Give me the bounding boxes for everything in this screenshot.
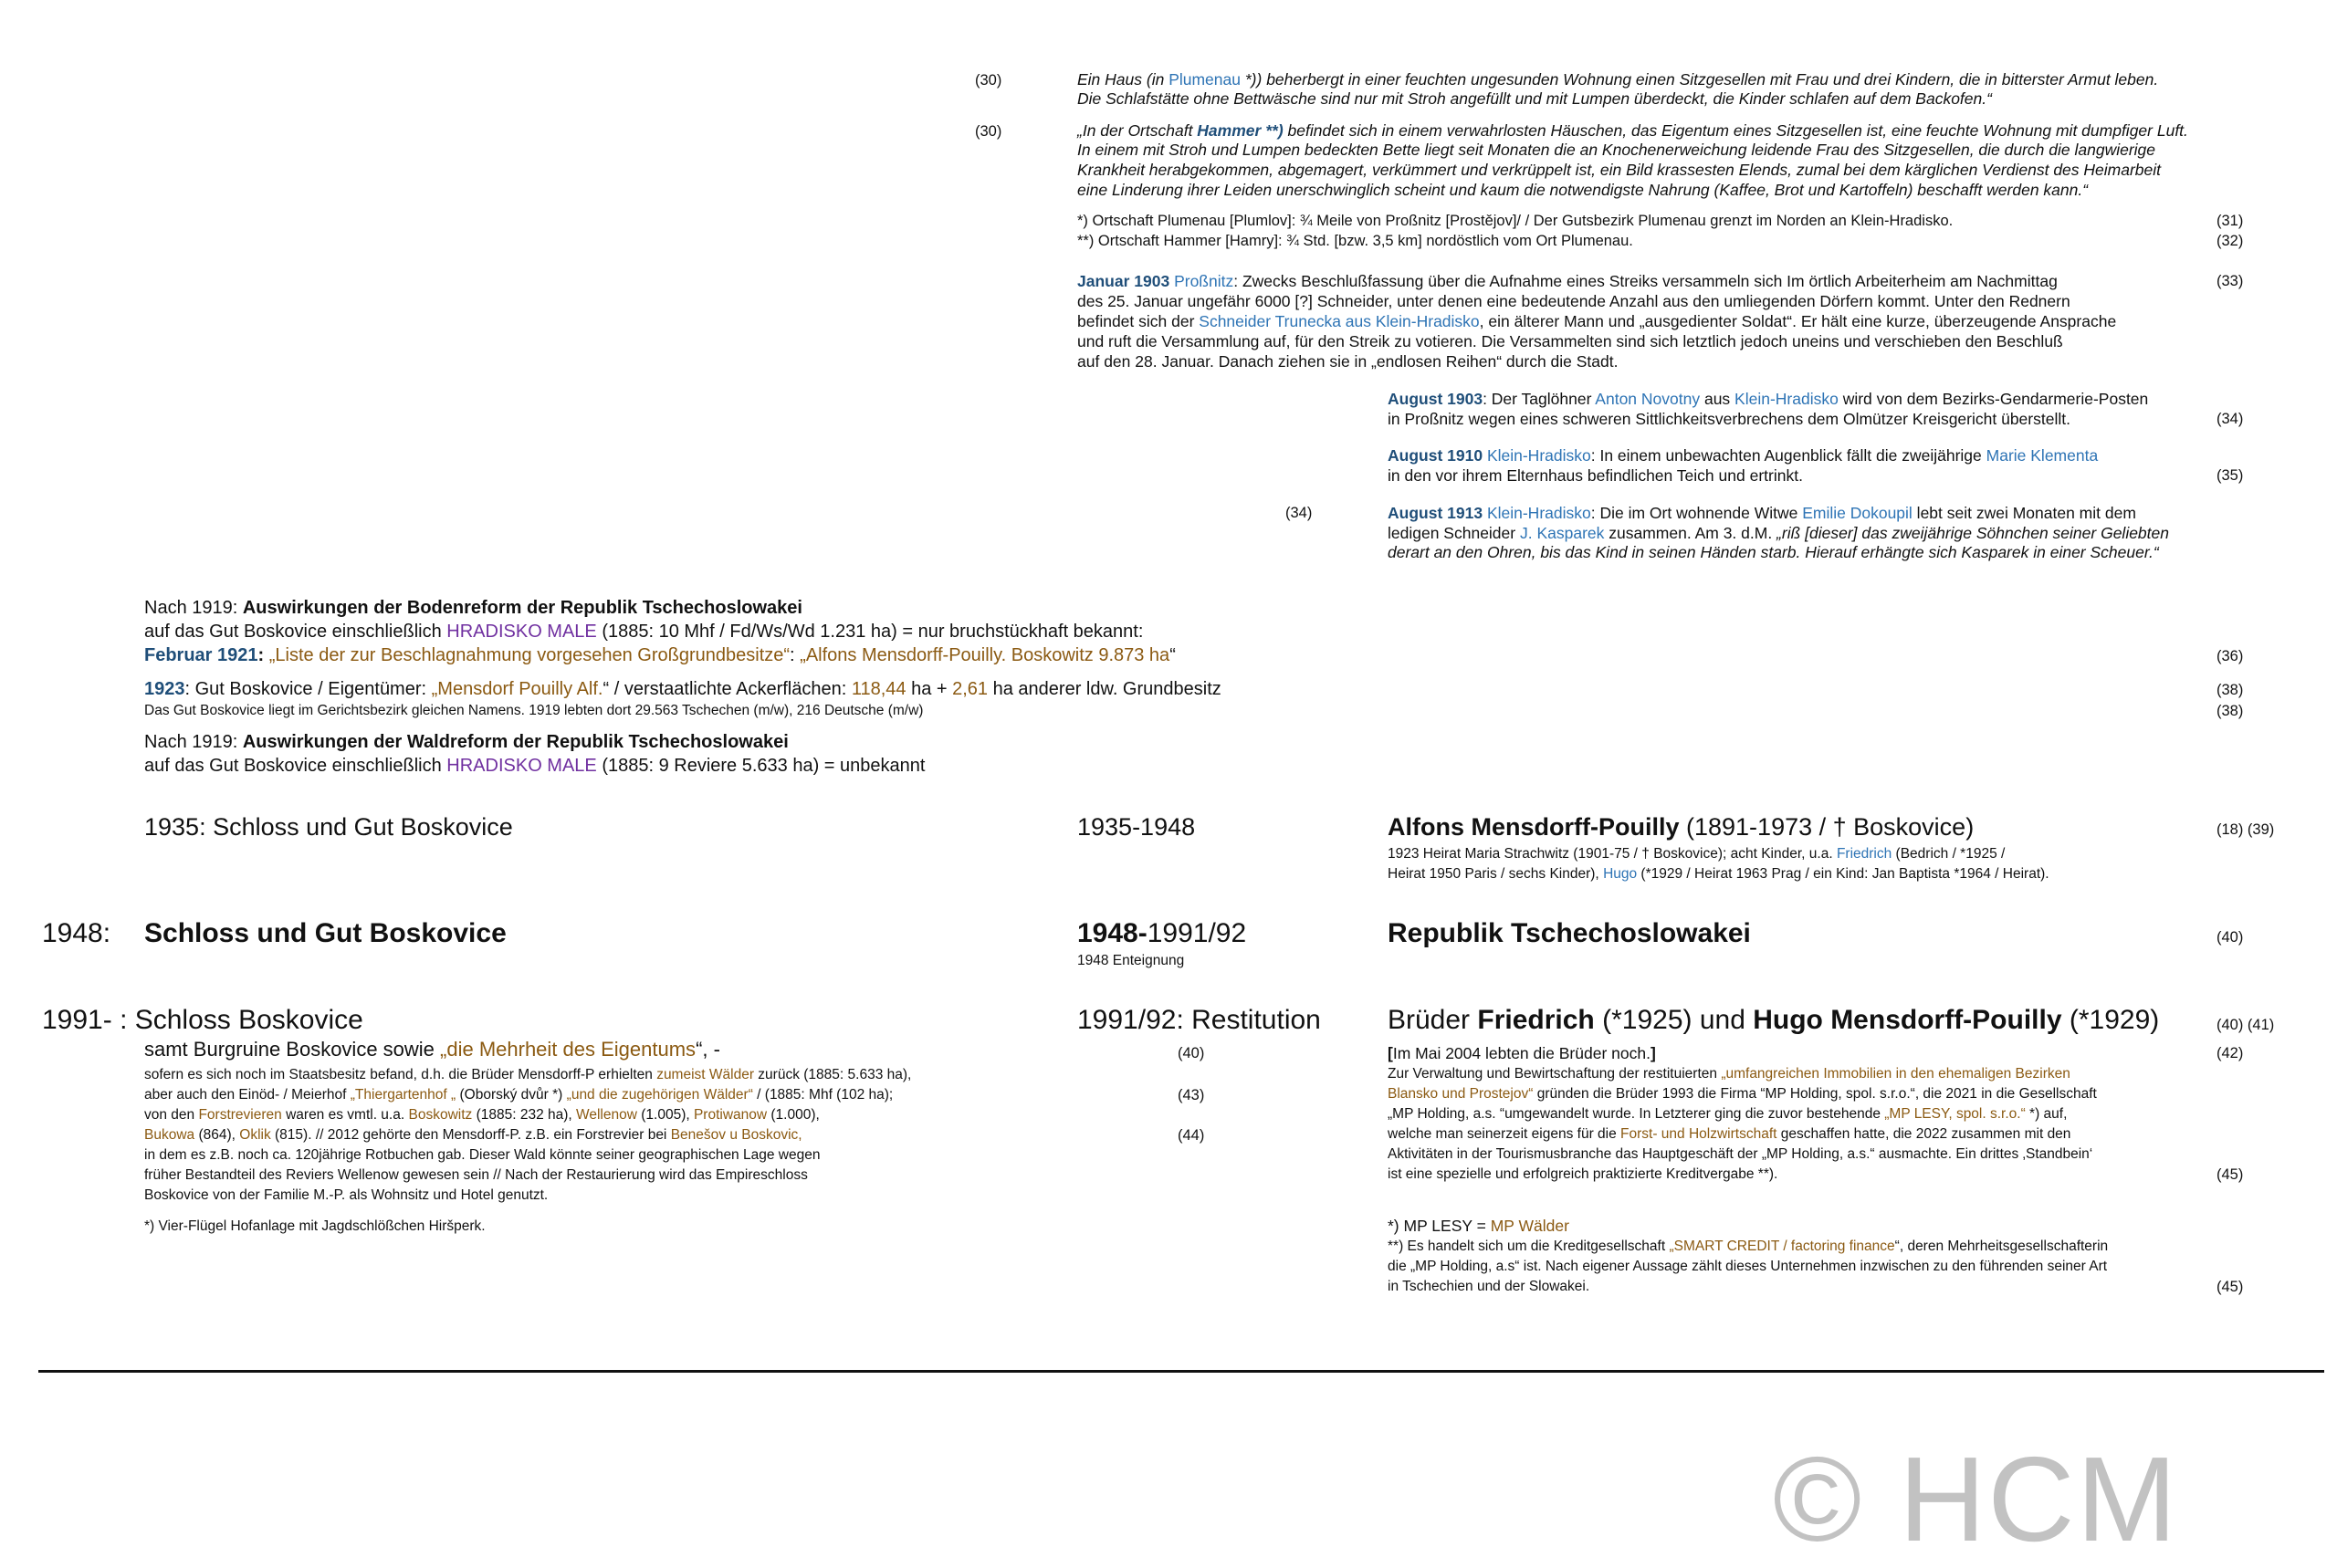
text: von den	[144, 1107, 199, 1123]
quote: „SMART CREDIT / factoring finance	[1669, 1239, 1895, 1254]
ref-43: (43)	[1178, 1087, 1205, 1103]
ref-36: (36)	[2216, 648, 2244, 664]
ref-31: (31)	[2216, 213, 2244, 229]
event-aug-1913-line3: derart an den Ohren, bis das Kind in seinen Händen starb. Hierauf erhängte sich Kasparek in einer Scheuer.“	[1388, 543, 2159, 561]
ref-35: (35)	[2216, 467, 2244, 484]
quote: „Alfons Mensdorff-Pouilly. Boskowitz 9.873 ha	[800, 645, 1170, 665]
text: ledigen Schneider	[1388, 524, 1520, 542]
copyright-watermark: © HCM	[1773, 1432, 2179, 1566]
ref-45-b: (45)	[2216, 1279, 2244, 1295]
row-1991-title: 1991- : Schloss Boskovice	[42, 1005, 363, 1035]
event-place: Proßnitz	[1174, 272, 1234, 290]
text: „MP Holding, a.s. “umgewandelt wurde. In Letzterer ging die zuvor bestehende	[1388, 1106, 1885, 1122]
text: : Gut Boskovice / Eigentümer:	[184, 679, 432, 699]
quote-hammer-line3: Krankheit herabgekommen, abgemagert, verkümmert und verkrüppelt ist, ein Bild krassesten Elends, zumal bei dem kärglichen Verdienst des Heimarbeit	[1077, 161, 2162, 179]
highlight: Forstrevieren	[198, 1107, 282, 1123]
row-1948-year: 1948:	[42, 918, 111, 948]
place: Benešov u Boskovic,	[670, 1127, 802, 1143]
ref-40-a: (40)	[2216, 929, 2244, 946]
row-1935-owner	[1388, 812, 1974, 841]
text: zurück (1885: 5.633 ha),	[754, 1067, 912, 1082]
reform-line-7	[144, 755, 925, 778]
highlight: Forst- und Holzwirtschaft	[1620, 1126, 1777, 1142]
quote: „Mensdorf Pouilly Alf.	[431, 679, 603, 699]
text: Brüder	[1388, 1005, 1478, 1035]
row-1948-owner: Republik Tschechoslowakei	[1388, 918, 1751, 948]
text: : Zwecks Beschlußfassung über die Aufnahme eines Streiks versammeln sich Im örtlich Arbeiterheim am Nachmittag	[1233, 272, 2058, 290]
place-hradisko-male: HRADISKO MALE	[446, 756, 597, 776]
row-1991-left-1	[144, 1065, 911, 1085]
row-1991-right-1	[1388, 1043, 1656, 1063]
row-1991-subline	[144, 1038, 720, 1061]
row-1991-left-4	[144, 1125, 802, 1145]
reform-line-3	[144, 644, 1176, 667]
period-start: 1948-	[1077, 918, 1148, 948]
row-1948-title: Schloss und Gut Boskovice	[144, 918, 507, 948]
value: 118,44	[851, 679, 907, 699]
person-trunecka: Schneider Trunecka aus Klein-Hradisko	[1199, 312, 1480, 330]
text: , ein älterer Mann und „ausgedienter Soldat“. Er hält eine kurze, überzeugende Ansprache	[1479, 312, 2117, 330]
quote-plumenau-line2: Die Schlafstätte ohne Bettwäsche sind nur mit Stroh angefüllt und mit Lumpen überdeckt, die Kinder schlafen auf dem Backofen.“	[1077, 89, 1992, 108]
ref-30-a: (30)	[975, 72, 1002, 89]
event-aug-1910-line1	[1388, 445, 2098, 465]
event-date: August 1913	[1388, 504, 1483, 522]
text: (Bedrich / *1925 /	[1892, 846, 2006, 862]
text: : In einem unbewachten Augenblick fällt die zweijährige	[1590, 446, 1986, 465]
event-jan-1903-line5: auf den 28. Januar. Danach ziehen sie in „endlosen Reihen“ durch die Stadt.	[1077, 352, 1619, 371]
ref-40-41: (40) (41)	[2216, 1017, 2275, 1033]
text: :	[257, 645, 269, 665]
quote-hammer-line1	[1077, 121, 2188, 141]
row-1991-right-3	[1388, 1084, 2097, 1104]
text: [	[1388, 1044, 1393, 1062]
row-1991-right-7: ist eine spezielle und erfolgreich praktizierte Kreditvergabe **).	[1388, 1166, 1778, 1182]
event-jan-1903-line2: des 25. Januar ungefähr 6000 [?] Schneider, unter denen eine bedeutende Anzahl aus den umliegenden Dörfern kommt. Unter den Rednern	[1077, 292, 2070, 310]
quote: „riß [dieser] das zweijährige Söhnchen seiner Geliebten	[1776, 524, 2169, 542]
text: (1.000),	[767, 1107, 820, 1123]
ref-38-b: (38)	[2216, 703, 2244, 719]
ref-18-39: (18) (39)	[2216, 821, 2275, 838]
event-aug-1903-line1	[1388, 389, 2148, 409]
ref-30-b: (30)	[975, 123, 1002, 140]
text: (815). // 2012 gehörte den Mensdorff-P. z.B. ein Forstrevier bei	[270, 1127, 671, 1143]
row-1935-sub-2	[1388, 864, 2049, 884]
row-1991-left-6: früher Bestandteil des Reviers Wellenow gewesen sein // Nach der Restaurierung wird das Empireschloss	[144, 1167, 808, 1183]
text: “, deren Mehrheitsgesellschafterin	[1894, 1239, 2109, 1254]
text: (*1925) und	[1594, 1005, 1754, 1035]
text: (*1929 / Heirat 1963 Prag / ein Kind: Jan Baptista *1964 / Heirat).	[1637, 866, 2049, 882]
text: Nach 1919:	[144, 598, 243, 618]
text: : Die im Ort wohnende Witwe	[1590, 504, 1803, 522]
row-1991-right-4	[1388, 1104, 2067, 1124]
text: 1923 Heirat Maria Strachwitz (1901-75 / † Boskovice); acht Kinder, u.a.	[1388, 846, 1837, 862]
place-klein-hradisko: Klein-Hradisko	[1734, 390, 1839, 408]
text: (1885: 9 Reviere 5.633 ha) = unbekannt	[596, 756, 926, 776]
event-jan-1903-line4: und ruft die Versammlung auf, für den Streik zu votieren. Die Versammelten sind sich letztlich jedoch uneins und verschieben den Beschluß	[1077, 332, 2063, 350]
footnote-plumenau: *) Ortschaft Plumenau [Plumlov]: ¾ Meile von Proßnitz [Prostějov]/ / Der Gutsbezirk Plumenau grenzt im Norden an Klein-Hradisko.	[1077, 213, 1954, 229]
text: auf das Gut Boskovice einschließlich	[144, 622, 447, 642]
event-jan-1903-line1	[1077, 271, 2058, 291]
row-1948-sub: 1948 Enteignung	[1077, 953, 1185, 968]
ref-34-b: (34)	[1285, 505, 1313, 521]
text: lebt seit zwei Monaten mit dem	[1912, 504, 2136, 522]
reform-heading-1	[144, 597, 802, 620]
row-1991-right-6: Aktivitäten in der Tourismusbranche das Hauptgeschäft der „MP Holding, a.s.“ ausmachte. Ein drittes ‚Standbein‘	[1388, 1146, 2093, 1162]
period-end: 1991/92	[1147, 918, 1247, 948]
place-plumenau: Plumenau	[1168, 70, 1241, 89]
place: Bukowa	[144, 1127, 195, 1143]
row-1991-right-5	[1388, 1124, 2070, 1145]
text: (1885: 232 ha),	[472, 1107, 577, 1123]
event-jan-1903-line3	[1077, 311, 2116, 331]
text: befindet sich in einem verwahrlosten Häuschen, das Eigentum eines Sitzgesellen ist, eine feuchte Wohnung mit dumpfiger Luft.	[1283, 121, 2188, 140]
value: 2,61	[952, 679, 989, 699]
owner-life: (1891-1973 / † Boskovice)	[1679, 813, 1975, 841]
reform-title: Auswirkungen der Bodenreform der Republik Tschechoslowakei	[242, 598, 802, 618]
quote-plumenau-line1	[1077, 70, 2158, 90]
text: *) auf,	[2025, 1106, 2068, 1122]
text: zusammen. Am 3. d.M.	[1604, 524, 1777, 542]
text: ]	[1650, 1044, 1656, 1062]
person-klementa: Marie Klementa	[1986, 446, 2099, 465]
event-aug-1903-line2: in Proßnitz wegen eines schweren Sittlichkeitsverbrechens dem Olmützer Kreisgericht überstellt.	[1388, 410, 2070, 428]
text: / (1885: Mhf (102 ha);	[752, 1087, 894, 1103]
event-place: Klein-Hradisko	[1486, 446, 1591, 465]
date-1923: 1923	[144, 679, 185, 699]
text: ha +	[906, 679, 953, 699]
person-friedrich: Friedrich	[1836, 846, 1892, 862]
place: Wellenow	[576, 1107, 637, 1123]
row-1991-left-note: *) Vier-Flügel Hofanlage mit Jagdschlößchen Hiršperk.	[144, 1218, 486, 1234]
footnote-hammer: **) Ortschaft Hammer [Hamry]: ¾ Std. [bzw. 3,5 km] nordöstlich vom Ort Plumenau.	[1077, 233, 1633, 249]
text: waren es vmtl. u.a.	[281, 1107, 409, 1123]
row-1991-note-1	[1388, 1216, 1569, 1236]
text: befindet sich der	[1077, 312, 1200, 330]
row-1991-owner	[1388, 1005, 2159, 1036]
text: (864),	[194, 1127, 240, 1143]
text: Ein Haus (in	[1077, 70, 1169, 89]
row-1991-left-7: Boskovice von der Familie M.-P. als Wohnsitz und Hotel genutzt.	[144, 1187, 549, 1203]
row-1935-sub-1	[1388, 844, 2005, 864]
text: *) MP LESY =	[1388, 1217, 1491, 1235]
text: ha anderer ldw. Grundbesitz	[988, 679, 1221, 699]
place-hradisko-male: HRADISKO MALE	[446, 622, 597, 642]
highlight: MP Wälder	[1490, 1217, 1569, 1235]
event-place: Klein-Hradisko	[1486, 504, 1591, 522]
text: welche man seinerzeit eigens für die	[1388, 1126, 1621, 1142]
quote: „und die zugehörigen Wälder“	[566, 1087, 753, 1103]
event-aug-1913-line2	[1388, 523, 2169, 543]
reform-title: Auswirkungen der Waldreform der Republik Tschechoslowakei	[242, 732, 789, 752]
highlight: zumeist Wälder	[656, 1067, 754, 1082]
quote: Blansko und Prostejov“	[1388, 1086, 1534, 1102]
reform-line-2	[144, 621, 1143, 643]
quote: „MP LESY, spol. s.r.o.“	[1884, 1106, 2026, 1122]
quote-hammer-line2: In einem mit Stroh und Lumpen bedeckten Bette liegt seit Monaten die an Knochenerweichung leidende Frau des Sitzgesellen, die durch die langwierige	[1077, 141, 2156, 159]
place: Protiwanow	[693, 1107, 768, 1123]
event-date: Januar 1903	[1077, 272, 1170, 290]
row-1991-note-4: in Tschechien und der Slowakei.	[1388, 1279, 1590, 1294]
event-aug-1913-line1	[1388, 503, 2136, 523]
reform-line-5: Das Gut Boskovice liegt im Gerichtsbezirk gleichen Namens. 1919 lebten dort 29.563 Tschechen (m/w), 216 Deutsche (m/w)	[144, 703, 924, 718]
text: Nach 1919:	[144, 732, 243, 752]
person-dokoupil: Emilie Dokoupil	[1802, 504, 1913, 522]
text: :	[790, 645, 801, 665]
place: Boskowitz	[408, 1107, 473, 1123]
text: samt Burgruine Boskovice sowie	[144, 1038, 441, 1061]
person-kasparek: J. Kasparek	[1519, 524, 1605, 542]
row-1935-period: 1935-1948	[1077, 813, 1196, 841]
event-aug-1910-line2: in den vor ihrem Elternhaus befindlichen Teich und ertrinkt.	[1388, 466, 1803, 485]
ref-42: (42)	[2216, 1045, 2244, 1061]
quote: „die Mehrheit des Eigentums	[440, 1038, 697, 1061]
quote-hammer-line4: eine Linderung ihrer Leiden unerschwinglich scheint und kaum die notwendigste Nahrung (Kaffee, Brot und Kartoffeln) beschafft werden kann.“	[1077, 181, 2089, 199]
quote: „umfangreichen Immobilien in den ehemaligen Bezirken	[1721, 1066, 2070, 1082]
reform-heading-2	[144, 731, 789, 754]
event-date: August 1903	[1388, 390, 1483, 408]
owner-name: Alfons Mensdorff-Pouilly	[1388, 813, 1680, 841]
row-1991-period: 1991/92: Restitution	[1077, 1005, 1321, 1035]
place-hammer: Hammer **)	[1197, 121, 1284, 140]
text: “	[1169, 645, 1176, 665]
text: Heirat 1950 Paris / sechs Kinder),	[1388, 866, 1604, 882]
text: : Der Taglöhner	[1483, 390, 1596, 408]
ref-34-a: (34)	[2216, 411, 2244, 427]
horizontal-rule	[38, 1370, 2324, 1373]
text: **) Es handelt sich um die Kreditgesellschaft	[1388, 1239, 1670, 1254]
row-1948-period	[1077, 918, 1246, 949]
event-date: August 1910	[1388, 446, 1483, 465]
text: (Oborský dvůr *)	[456, 1087, 567, 1103]
date-feb-1921: Februar 1921	[144, 645, 258, 665]
row-1935-title: 1935: Schloss und Gut Boskovice	[144, 813, 513, 841]
row-1991-note-2	[1388, 1237, 2108, 1257]
row-1991-right-2	[1388, 1064, 2070, 1084]
text: „In der Ortschaft	[1077, 121, 1198, 140]
text: Zur Verwaltung und Bewirtschaftung der restituierten	[1388, 1066, 1722, 1082]
row-1991-left-3	[144, 1105, 820, 1125]
text: *)) beherbergt in einer feuchten ungesunden Wohnung einen Sitzgesellen mit Frau und drei Kindern, die in bitterster Armut leben.	[1241, 70, 2159, 89]
text: “ / verstaatlichte Ackerflächen:	[603, 679, 852, 699]
ref-44: (44)	[1178, 1127, 1205, 1144]
quote: „Liste der zur Beschlagnahmung vorgesehen Großgrundbesitze“	[268, 645, 791, 665]
row-1991-left-5: in dem es z.B. noch ca. 120jährige Rotbuchen gab. Dieser Wald könnte seiner geographischen Lage wegen	[144, 1147, 821, 1163]
owner-hugo: Hugo Mensdorff-Pouilly	[1753, 1005, 2062, 1035]
text: wird von dem Bezirks-Gendarmerie-Posten	[1838, 390, 2149, 408]
text: aber auch den Einöd- / Meierhof	[144, 1087, 351, 1103]
row-1991-note-3: die „MP Holding, a.s“ ist. Nach eigener Aussage zählt dieses Unternehmen inzwischen zu den führenden seiner Art	[1388, 1259, 2108, 1274]
ref-32: (32)	[2216, 233, 2244, 249]
text: (1885: 10 Mhf / Fd/Ws/Wd 1.231 ha) = nur bruchstückhaft bekannt:	[596, 622, 1144, 642]
text: (*1929)	[2061, 1005, 2160, 1035]
text: “, -	[696, 1038, 720, 1061]
person-novotny: Anton Novotny	[1595, 390, 1701, 408]
person-hugo: Hugo	[1603, 866, 1638, 882]
quote: „Thiergartenhof „	[350, 1087, 456, 1103]
text: aus	[1700, 390, 1735, 408]
ref-33: (33)	[2216, 273, 2244, 289]
text: sofern es sich noch im Staatsbesitz befand, d.h. die Brüder Mensdorff-P erhielten	[144, 1067, 657, 1082]
text: geschaffen hatte, die 2022 zusammen mit den	[1776, 1126, 2071, 1142]
text: auf das Gut Boskovice einschließlich	[144, 756, 447, 776]
text: gründen die Brüder 1993 die Firma “MP Holding, spol. s.r.o.“, die 2021 in die Gesellschaft	[1533, 1086, 2097, 1102]
reform-line-4	[144, 678, 1221, 701]
owner-friedrich: Friedrich	[1477, 1005, 1595, 1035]
ref-38-a: (38)	[2216, 682, 2244, 698]
row-1991-left-2	[144, 1085, 893, 1105]
text: (1.005),	[636, 1107, 694, 1123]
ref-40-b: (40)	[1178, 1045, 1205, 1061]
ref-45-a: (45)	[2216, 1166, 2244, 1183]
place: Oklik	[239, 1127, 271, 1143]
text: Im Mai 2004 lebten die Brüder noch.	[1392, 1044, 1651, 1062]
